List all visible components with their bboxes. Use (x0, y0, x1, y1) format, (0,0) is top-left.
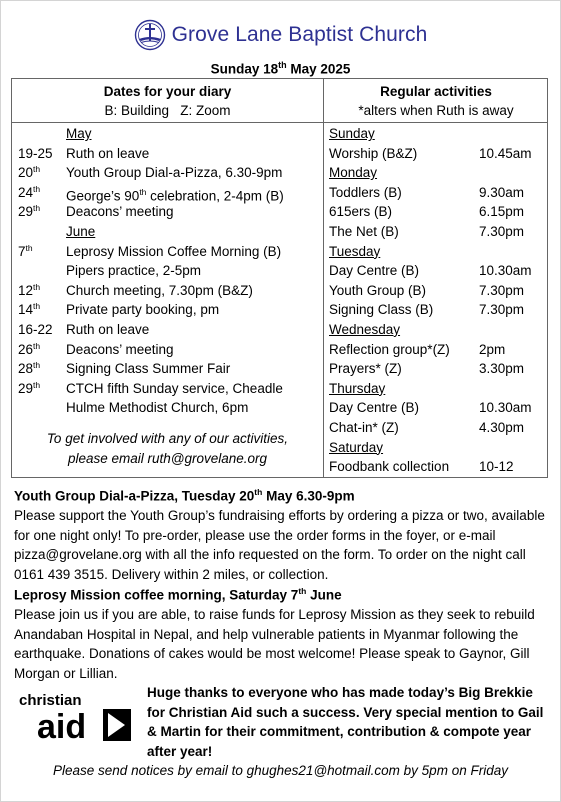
schedule-table (11, 78, 548, 478)
service-date: Sunday 18th May 2025 (210, 60, 351, 77)
activity-day-heading (329, 163, 547, 183)
diary-entry (18, 163, 318, 183)
entry-text: Hulme Methodist Church, 6pm (66, 400, 249, 416)
activities-subtitle: *alters when Ruth is away (358, 103, 514, 118)
leprosy-section (14, 582, 554, 683)
header (1, 15, 560, 55)
activity-name: Foodbank collection (329, 459, 450, 475)
activity-name: Day Centre (B) (329, 400, 420, 416)
activity-day-heading (329, 320, 547, 340)
diary-entry (18, 202, 318, 222)
diary-entry (18, 261, 318, 281)
christian-aid-thanks: Huge thanks to everyone who has made today’s Big Brekkie for Christian Aid such a success. Very special mention to Gail & Martin for their commitment, contribution & compote year after year! (147, 685, 544, 759)
entry-text: Ruth on leave (66, 321, 150, 337)
activity-name: Toddlers (B) (329, 184, 402, 200)
entry-text: Private party booking, pm (66, 302, 220, 318)
leprosy-body: Please join us if you are able, to raise funds for Leprosy Mission as they seek to rebuild Anandaban Hospital in Nepal, and help vulnerable patients in Myanmar following the earthquake. Donations of cakes would be most welcome! Please speak to Gaynor, Gill Morgan or Lillian. (14, 607, 535, 681)
entry-date: 16-22 (18, 321, 53, 337)
activity-entry (329, 202, 547, 222)
diary-entry (18, 242, 318, 262)
entry-text: Deacons’ meeting (66, 204, 174, 220)
activity-day-heading (329, 379, 547, 399)
activity-time: 3.30pm (479, 361, 525, 377)
activities-title: Regular activities (380, 84, 492, 99)
activity-time: 10.45am (479, 145, 532, 161)
activity-entry (329, 281, 547, 301)
entry-date: 26th (18, 340, 41, 357)
entry-date: 24th (18, 183, 41, 200)
activity-time: 10-12 (479, 459, 514, 475)
pizza-body: Please support the Youth Group’s fundraising efforts by ordering a pizza or two, available for one night only! To pre-order, please use the order forms in the foyer, or e-mail pizza@grovelane.org with all the info requested on the form. To order on the night call 0161 439 3515. Delivery within 2 miles, or collection. (14, 508, 545, 582)
activities-list (329, 124, 547, 477)
activity-entry (329, 144, 547, 164)
entry-text: George’s 90th celebration, 2-4pm (B) (66, 186, 284, 204)
diary-entry (18, 300, 318, 320)
diary-key: B: Building Z: Zoom (104, 103, 231, 118)
activity-time: 9.30am (479, 184, 525, 200)
activity-time: 4.30pm (479, 419, 525, 435)
footer-notice: Please send notices by email to ghughes21@hotmail.com by 5pm on Friday (53, 763, 508, 778)
entry-text: Church meeting, 7.30pm (B&Z) (66, 282, 253, 298)
entry-date: 7th (18, 242, 33, 259)
activity-entry (329, 183, 547, 203)
activity-name: 615ers (B) (329, 204, 393, 220)
entry-text: Pipers practice, 2-5pm (66, 263, 202, 279)
entry-date: 29th (18, 203, 41, 220)
church-logo-icon (134, 19, 166, 51)
christian-aid-logo (15, 687, 134, 743)
activity-entry (329, 398, 547, 418)
diary-entry (18, 320, 318, 340)
entry-date: 29th (18, 379, 41, 396)
entry-text: Signing Class Summer Fair (66, 361, 231, 377)
activity-day-heading (329, 124, 547, 144)
day-label: Saturday (329, 439, 384, 455)
activity-time: 10.30am (479, 400, 532, 416)
entry-date (18, 261, 66, 281)
activity-day-heading (329, 242, 547, 262)
column-divider (323, 79, 324, 477)
activity-time: 6.15pm (479, 204, 525, 220)
logo-text-bottom: aid (37, 708, 87, 743)
activity-name: Day Centre (B) (329, 263, 420, 279)
day-label: Tuesday (329, 243, 381, 259)
pizza-heading: Youth Group Dial-a-Pizza, Tuesday 20th May 6.30-9pm (14, 487, 355, 504)
day-label: Monday (329, 165, 378, 181)
entry-text: Leprosy Mission Coffee Morning (B) (66, 243, 282, 259)
activity-name: Youth Group (B) (329, 282, 427, 298)
activity-entry (329, 340, 547, 360)
activity-time: 2pm (479, 341, 506, 357)
entry-date: 14th (18, 301, 41, 318)
activity-entry (329, 261, 547, 281)
entry-date: 12th (18, 281, 41, 298)
diary-entry (18, 144, 318, 164)
month-label: May (66, 126, 92, 141)
activity-entry (329, 418, 547, 438)
entry-date (18, 398, 66, 418)
diary-header (12, 82, 323, 120)
activity-time: 7.30pm (479, 302, 525, 318)
get-involved-note: To get involved with any of our activities, please email ruth@grovelane.org (46, 431, 289, 466)
activities-header (324, 82, 548, 120)
entry-date: 28th (18, 360, 41, 377)
activity-entry (329, 359, 547, 379)
activity-time: 10.30am (479, 263, 532, 279)
entry-text: CTCH fifth Sunday service, Cheadle (66, 380, 283, 396)
pizza-section (14, 483, 554, 584)
activity-name: Worship (B&Z) (329, 145, 418, 161)
diary-entry (18, 340, 318, 360)
activity-name: Chat-in* (Z) (329, 419, 399, 435)
diary-entry (18, 183, 318, 203)
activity-time: 7.30pm (479, 223, 525, 239)
diary-entry (18, 379, 318, 399)
header-divider (12, 122, 547, 123)
day-label: Sunday (329, 126, 375, 141)
diary-entry (18, 398, 318, 418)
activity-name: Prayers* (Z) (329, 361, 402, 377)
entry-text: Youth Group Dial-a-Pizza, 6.30-9pm (66, 165, 283, 181)
entry-text: Deacons’ meeting (66, 341, 174, 357)
leprosy-heading: Leprosy Mission coffee morning, Saturday 7th June (14, 586, 342, 603)
month-label: June (66, 223, 96, 239)
entry-date: 20th (18, 164, 41, 181)
activity-entry (329, 457, 547, 477)
entry-text: Ruth on leave (66, 145, 150, 161)
activity-day-heading (329, 438, 547, 458)
diary-month-heading (18, 124, 318, 144)
diary-entry (18, 359, 318, 379)
church-name: Grove Lane Baptist Church (171, 23, 428, 46)
diary-list (18, 124, 318, 418)
day-label: Wednesday (329, 321, 401, 337)
diary-month-heading (18, 222, 318, 242)
activity-name: The Net (B) (329, 223, 399, 239)
diary-entry (18, 281, 318, 301)
entry-date: 19-25 (18, 145, 53, 161)
diary-title: Dates for your diary (103, 84, 232, 99)
activity-time: 7.30pm (479, 282, 525, 298)
day-label: Thursday (329, 380, 386, 396)
logo-text-top: christian (19, 692, 82, 709)
activity-entry (329, 222, 547, 242)
activity-name: Signing Class (B) (329, 302, 434, 318)
activity-name: Reflection group*(Z) (329, 341, 450, 357)
activity-entry (329, 300, 547, 320)
